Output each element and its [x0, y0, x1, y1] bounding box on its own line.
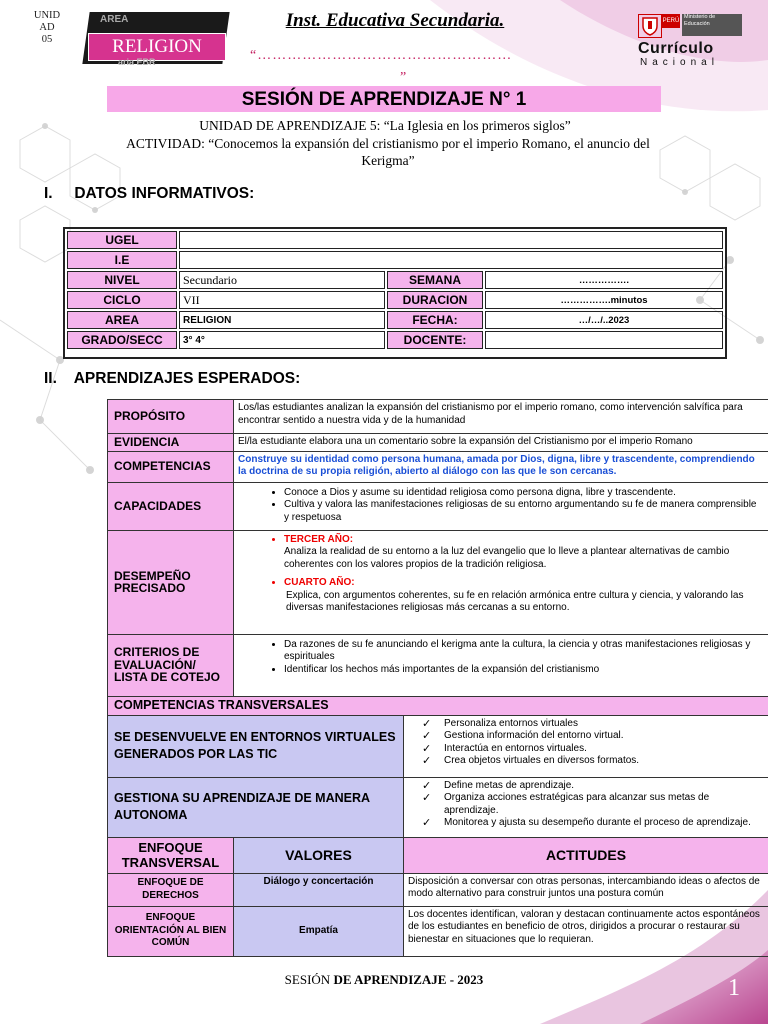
- evidencia-text: El/la estudiante elabora una un comentario sobre la expansión del Cristianismo por el imperio Romano: [234, 434, 768, 452]
- competencias-label: COMPETENCIAS: [108, 451, 234, 482]
- tercer-ano-text: Analiza la realidad de su entorno a la luz del evangelio que lo lleve a plantear alternativas de cambio coherentes con los valores propios de la tradición religiosa.: [284, 546, 730, 570]
- curriculum-logo-title: Currículo: [638, 40, 714, 57]
- shield-icon: [638, 14, 662, 38]
- actitudes-header: ACTITUDES: [404, 837, 768, 873]
- list-item: • Cultiva y valora las manifestaciones religiosas de su entorno argumentando su fe de manera comprensible y respetuosa: [284, 499, 764, 524]
- area-row-label: AREA: [67, 311, 177, 329]
- enfoque-name: ENFOQUE ORIENTACIÓN AL BIEN COMÚN: [108, 906, 234, 956]
- area-value-badge: RELIGION: [88, 33, 226, 61]
- tic-competencia-label: SE DESENVUELVE EN ENTORNOS VIRTUALES GENERADOS POR LAS TIC: [108, 715, 404, 777]
- autonoma-competencia-list: [404, 777, 768, 837]
- evidencia-label: EVIDENCIA: [108, 434, 234, 452]
- page-number: 1: [728, 975, 740, 1001]
- ciclo-label: CICLO: [67, 291, 177, 309]
- tic-competencia-list: [404, 715, 768, 777]
- ugel-label: UGEL: [67, 231, 177, 249]
- nivel-label: NIVEL: [67, 271, 177, 289]
- valor-name: Empatía: [234, 906, 404, 956]
- cuarto-ano-text: Explica, con argumentos coherentes, su fe en relación armónica entre cultura y ciencia, y valorando las diversas manifestaciones religiosas más cercanas a su entorno.: [286, 589, 744, 613]
- table-row: [108, 906, 768, 956]
- list-item: ✓ Define metas de aprendizaje.: [422, 780, 764, 793]
- fecha-value: …/…/..2023: [485, 311, 723, 329]
- table-row: [108, 400, 768, 434]
- ebr-label: aria EBR: [118, 57, 156, 67]
- docente-value: [485, 331, 723, 349]
- list-item: • Identificar los hechos más importantes de la expansión del cristianismo: [284, 664, 764, 677]
- nivel-value: Secundario: [179, 271, 385, 289]
- valores-header: VALORES: [234, 837, 404, 873]
- enfoque-header: ENFOQUE TRANSVERSAL: [108, 837, 234, 873]
- datos-table: [63, 227, 727, 359]
- section-number: I.: [44, 185, 53, 202]
- activity-line: ACTIVIDAD: “Conocemos la expansión del cristianismo por el imperio Romano, el anuncio del Kerigma”: [126, 136, 650, 168]
- list-item: ✓ Gestiona información del entorno virtual.: [422, 730, 764, 743]
- valor-name: Diálogo y concertación: [234, 873, 404, 906]
- criterios-label: CRITERIOS DE EVALUACIÓN/ LISTA DE COTEJO: [108, 634, 234, 696]
- table-row: [67, 271, 723, 289]
- section-title: DATOS INFORMATIVOS:: [74, 185, 255, 202]
- table-row: [67, 311, 723, 329]
- session-title: SESIÓN DE APRENDIZAJE N° 1: [107, 86, 661, 112]
- list-item: • Da razones de su fe anunciando el kerigma ante la cultura, la ciencia y otras manifestaciones religiosas y espirituales: [284, 639, 764, 664]
- footer-title: DE APRENDIZAJE - 2023: [333, 972, 484, 987]
- section-number: II.: [44, 370, 57, 387]
- grado-label: GRADO/SECC: [67, 331, 177, 349]
- actitud-text: Disposición a conversar con otras personas, intercambiando ideas o afectos de modo alternativo para construir juntos una postura común: [404, 873, 768, 906]
- autonoma-competencia-label: GESTIONA SU APRENDIZAJE DE MANERA AUTONOMA: [108, 777, 404, 837]
- institution-title: Inst. Educativa Secundaria.: [285, 10, 505, 31]
- table-row: [67, 331, 723, 349]
- table-row: [67, 291, 723, 309]
- capacidades-label: CAPACIDADES: [108, 482, 234, 530]
- ugel-value: [179, 231, 723, 249]
- page-footer: [0, 972, 768, 988]
- section-title: APRENDIZAJES ESPERADOS:: [73, 370, 301, 387]
- table-row: [108, 434, 768, 452]
- table-row: [108, 696, 768, 715]
- unit-line: UNIDAD DE APRENDIZAJE 5: “La Iglesia en los primeros siglos”: [199, 118, 571, 133]
- table-row: [108, 715, 768, 777]
- list-item: ✓ Monitorea y ajusta su desempeño durante el proceso de aprendizaje.: [422, 817, 764, 830]
- grado-value: 3° 4°: [179, 331, 385, 349]
- list-item: • Conoce a Dios y asume su identidad religiosa como persona digna, libre y trascendente.: [284, 487, 764, 500]
- duracion-label: DURACION: [387, 291, 483, 309]
- institution-quote-dots: “……………………………………………: [250, 48, 513, 63]
- table-row: [108, 873, 768, 906]
- semana-value: …………….: [485, 271, 723, 289]
- actitud-text: Los docentes identifican, valoran y destacan continuamente actos espontáneos de los estudiantes en beneficio de otros, dirigidos a procurar o restaurar su bienestar en situaciones que lo requieran.: [404, 906, 768, 956]
- duracion-value: …………….minutos: [485, 291, 723, 309]
- section-heading-datos: [44, 185, 254, 203]
- curriculum-logo-subtitle: Nacional: [640, 57, 719, 68]
- area-row-value: RELIGION: [179, 311, 385, 329]
- fecha-label: FECHA:: [387, 311, 483, 329]
- proposito-text: Los/las estudiantes analizan la expansión del cristianismo por el imperio romano, como intervención salvífica para encontrar sentido a nuestra vida y de la humanidad: [234, 400, 768, 434]
- desempeno-label: DESEMPEÑO PRECISADO: [108, 530, 234, 634]
- list-item: ✓ Interactúa en entornos virtuales.: [422, 743, 764, 756]
- table-row: [108, 837, 768, 873]
- table-row: [108, 530, 768, 634]
- cuarto-ano-title: • CUARTO AÑO:: [284, 577, 764, 590]
- institution-quote-close: ”: [400, 70, 407, 85]
- ministry-label: Ministerio de Educación: [682, 14, 742, 36]
- criterios-cell: [234, 634, 768, 696]
- list-item: ✓ Crea objetos virtuales en diversos formatos.: [422, 755, 764, 768]
- table-row: [108, 451, 768, 482]
- table-row: [108, 777, 768, 837]
- table-row: [108, 482, 768, 530]
- footer-prefix: SESIÓN: [284, 972, 334, 987]
- unit-number-label: UNID AD 05: [33, 10, 61, 45]
- section-heading-aprendizajes: [44, 370, 300, 388]
- peru-label: PERÚ: [662, 14, 680, 28]
- enfoque-name: ENFOQUE DE DERECHOS: [108, 873, 234, 906]
- table-row: [108, 634, 768, 696]
- competencias-text: Construye su identidad como persona humana, amada por Dios, digna, libre y trascendente, comprendiendo la doctrina de su propia religión, abierto al diálogo con las que le son cercanas.: [234, 451, 768, 482]
- capacidades-cell: [234, 482, 768, 530]
- docente-label: DOCENTE:: [387, 331, 483, 349]
- competencias-transversales-title: COMPETENCIAS TRANSVERSALES: [108, 696, 768, 715]
- desempeno-cell: [234, 530, 768, 634]
- aprendizajes-table: [107, 399, 768, 957]
- tercer-ano-title: • TERCER AÑO:: [284, 534, 764, 547]
- ie-label: I.E: [67, 251, 177, 269]
- proposito-label: PROPÓSITO: [108, 400, 234, 434]
- table-row: [67, 231, 723, 249]
- semana-label: SEMANA: [387, 271, 483, 289]
- list-item: ✓ Organiza acciones estratégicas para alcanzar sus metas de aprendizaje.: [422, 792, 764, 817]
- ie-value: [179, 251, 723, 269]
- area-label: AREA: [100, 14, 129, 25]
- list-item: ✓ Personaliza entornos virtuales: [422, 718, 764, 731]
- ciclo-value: VII: [179, 291, 385, 309]
- table-row: [67, 251, 723, 269]
